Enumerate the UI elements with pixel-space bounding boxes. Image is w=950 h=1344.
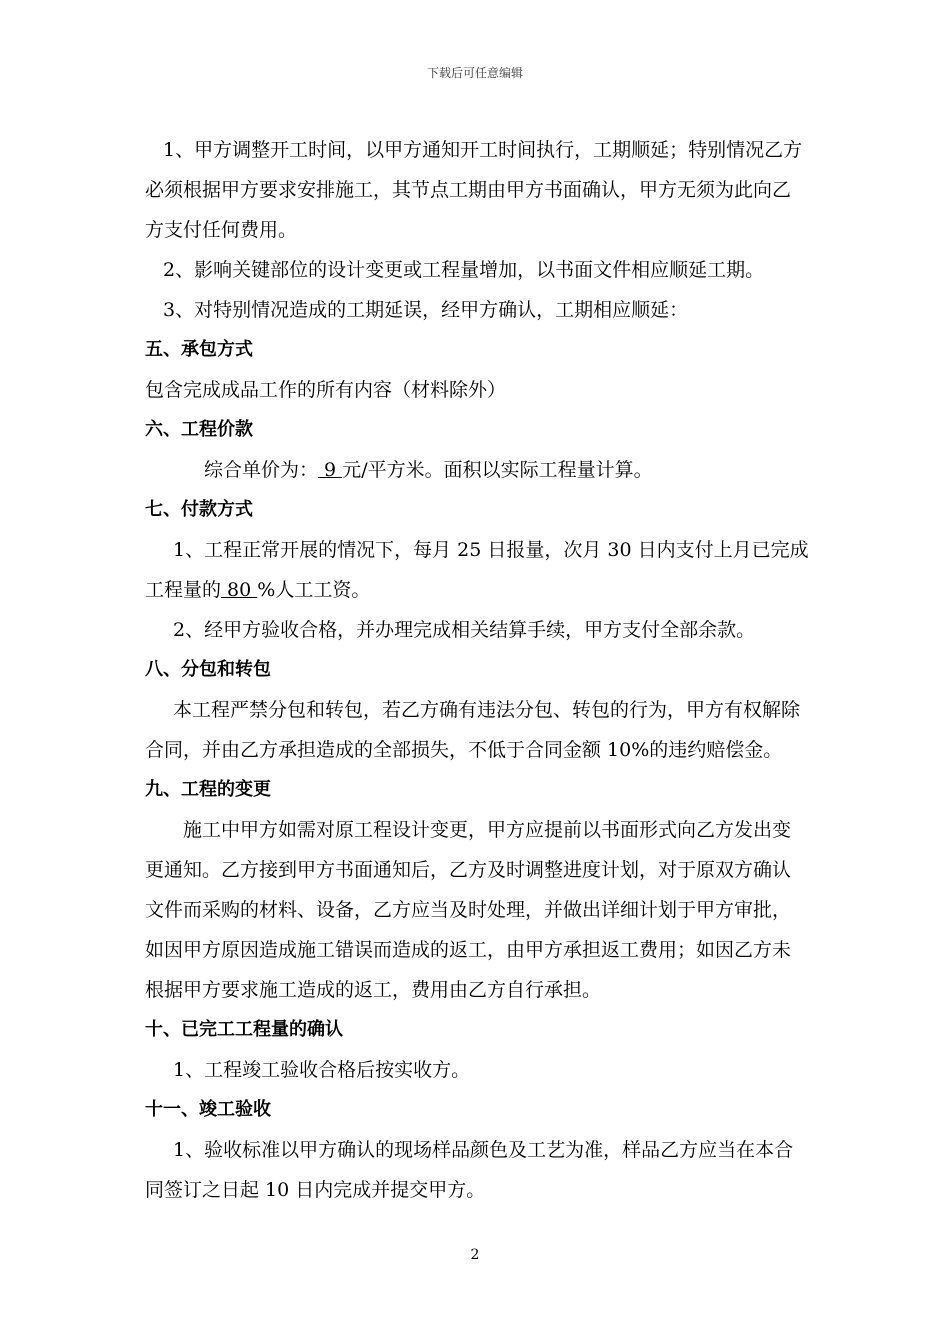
unit-price-value: 9 [318,459,343,481]
paragraph-line: 如因甲方原因造成施工错误而造成的返工，由甲方承担返工费用；如因乙方未 [145,939,792,961]
paragraph-line: 根据甲方要求施工造成的返工，费用由乙方自行承担。 [145,979,602,1001]
paragraph-line: 1、工程正常开展的情况下，每月 25 日报量，次月 30 日内支付上月已完成 [173,539,809,561]
paragraph-line: 更通知。乙方接到甲方书面通知后，乙方及时调整进度计划，对于原双方确认 [145,859,792,881]
section-heading: 五、承包方式 [145,339,253,360]
unit-price-line [145,450,810,490]
paragraph-line: 合同，并由乙方承担造成的全部损失，不低于合同金额 10%的违约赔偿金。 [145,739,783,761]
section-heading: 十一、竣工验收 [145,1099,271,1120]
paragraph-line: 1、工程竣工验收合格后按实收方。 [173,1059,471,1081]
unit-price-label: 综合单价为： [204,459,319,481]
payment-percent-value: 80 [221,579,258,601]
document-body [145,130,810,1210]
paragraph-line: 施工中甲方如需对原工程设计变更，甲方应提前以书面形式向乙方发出变 [183,819,792,841]
section-heading: 六、工程价款 [145,419,253,440]
payment-percent-label: 工程量的 [145,579,222,601]
section-heading: 八、分包和转包 [145,659,271,680]
paragraph-line: 同签订之日起 10 日内完成并提交甲方。 [145,1179,486,1201]
paragraph-line: 1、验收标准以甲方确认的现场样品颜色及工艺为准，样品乙方应当在本合 [173,1139,794,1161]
page-number: 2 [470,1247,480,1263]
paragraph-line: 本工程严禁分包和转包，若乙方确有违法分包、转包的行为，甲方有权解除 [173,699,801,721]
paragraph-line: 必须根据甲方要求安排施工，其节点工期由甲方书面确认，甲方无须为此向乙 [145,179,792,201]
paragraph-line: 方支付任何费用。 [145,219,298,241]
page-header: 下载后可任意编辑 [426,66,523,80]
paragraph-line: 3、对特别情况造成的工期延误，经甲方确认，工期相应顺延： [163,299,689,321]
payment-percent-suffix: %人工工资。 [257,579,371,601]
paragraph-line: 2、影响关键部位的设计变更或工程量增加，以书面文件相应顺延工期。 [163,259,765,281]
section-heading: 九、工程的变更 [145,779,271,800]
paragraph-line: 1、甲方调整开工时间，以甲方通知开工时间执行，工期顺延；特别情况乙方 [163,139,803,161]
paragraph-line: 2、经甲方验收合格，并办理完成相关结算手续，甲方支付全部余款。 [173,619,756,641]
section-heading: 七、付款方式 [145,499,253,520]
section-heading: 十、已完工工程量的确认 [145,1019,343,1040]
unit-price-suffix: 元/平方米。面积以实际工程量计算。 [342,459,653,481]
payment-percent-line [145,570,810,610]
paragraph-line: 包含完成成品工作的所有内容（材料除外） [145,379,507,401]
paragraph-line: 文件而采购的材料、设备，乙方应当及时处理，并做出详细计划于甲方审批， [145,899,792,921]
